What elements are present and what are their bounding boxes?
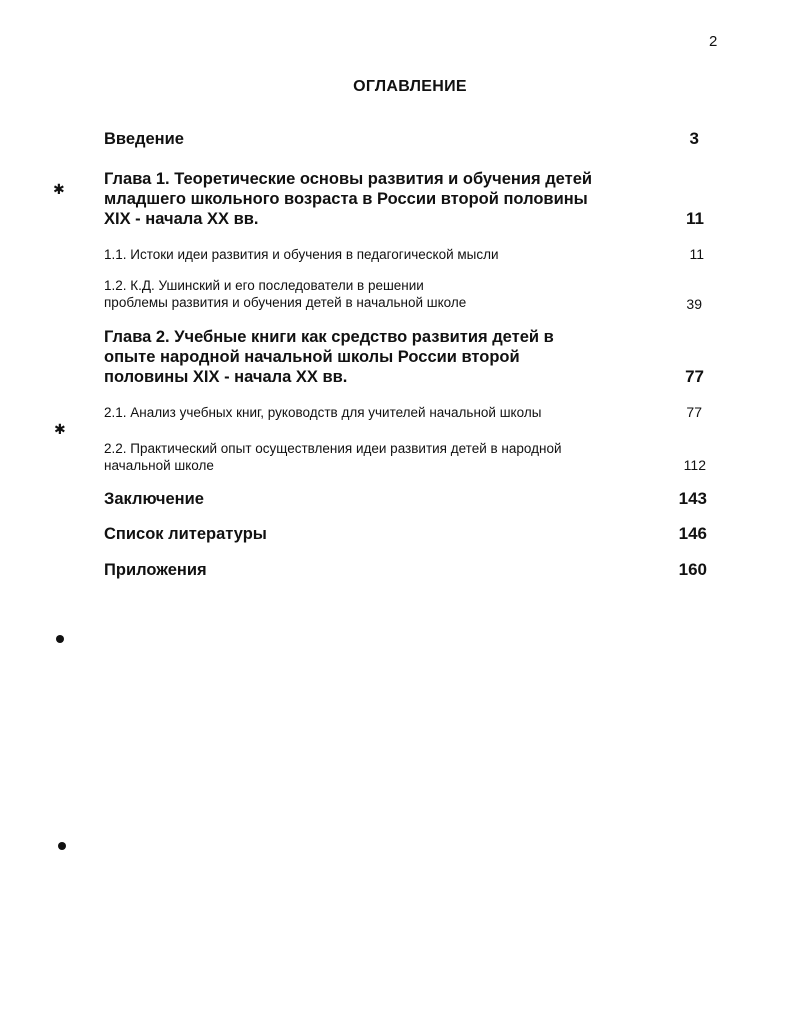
toc-entry-chapter-2 — [104, 327, 708, 389]
toc-entry-label-line: 2.2. Практический опыт осуществления идеи развития детей в народной — [104, 441, 562, 456]
toc-entry-label-line: Глава 2. Учебные книги как средство развития детей в — [104, 328, 554, 346]
toc-entry-label-line: младшего школьного возраста в России второй половины — [104, 190, 588, 208]
toc-entry-conclusion — [104, 489, 708, 509]
toc-entry-intro — [104, 129, 708, 149]
page-number: 2 — [709, 33, 718, 50]
binding-hole-mark-icon: ✱ — [54, 421, 66, 437]
toc-entry-label-line: XIX - начала XX вв. — [104, 210, 259, 228]
toc-entry-page: 11 — [689, 246, 704, 262]
toc-entry-label-line: опыте народной начальной школы России второй — [104, 348, 520, 366]
toc-entry-label-line: проблемы развития и обучения детей в начальной школе — [104, 295, 467, 310]
binding-hole-mark-icon: ✱ — [53, 181, 65, 197]
toc-entry-label-line: половины XIX - начала XX вв. — [104, 368, 348, 386]
toc-entry-chapter-1 — [104, 169, 708, 231]
toc-entry-section-2-1 — [104, 404, 708, 421]
toc-entry-label: Введение — [104, 130, 184, 148]
toc-entry-page: 39 — [686, 296, 702, 312]
toc-entry-label: 1.1. Истоки идеи развития и обучения в педагогической мысли — [104, 247, 499, 262]
toc-entry-page: 11 — [686, 209, 704, 228]
toc-entry-bibliography — [104, 524, 708, 544]
binding-hole-mark-icon — [58, 842, 66, 850]
toc-entry-label-line: Глава 1. Теоретические основы развития и обучения детей — [104, 170, 593, 188]
toc-entry-label-line: начальной школе — [104, 458, 214, 473]
toc-entry-page: 143 — [678, 489, 707, 508]
toc-entry-label: Список литературы — [104, 525, 267, 543]
toc-entry-label: 2.1. Анализ учебных книг, руководств для учителей начальной школы — [104, 405, 542, 420]
toc-entry-label: Приложения — [104, 561, 207, 579]
toc-entry-page: 112 — [683, 457, 706, 473]
toc-entry-page: 77 — [686, 404, 702, 420]
toc-entry-page: 77 — [685, 367, 704, 386]
toc-entry-label: Заключение — [104, 490, 204, 508]
toc-entry-section-2-2 — [104, 440, 708, 476]
page-title: ОГЛАВЛЕНИЕ — [353, 78, 467, 95]
toc-entry-page: 146 — [678, 524, 707, 543]
toc-entry-page: 160 — [678, 560, 707, 579]
toc-entry-section-1-2 — [104, 277, 708, 311]
toc-entry-page: 3 — [689, 129, 699, 148]
binding-hole-mark-icon — [56, 635, 64, 643]
toc-entry-appendices — [104, 560, 708, 580]
toc-entry-section-1-1 — [104, 246, 708, 263]
toc-entry-label-line: 1.2. К.Д. Ушинский и его последователи в решении — [104, 278, 424, 293]
